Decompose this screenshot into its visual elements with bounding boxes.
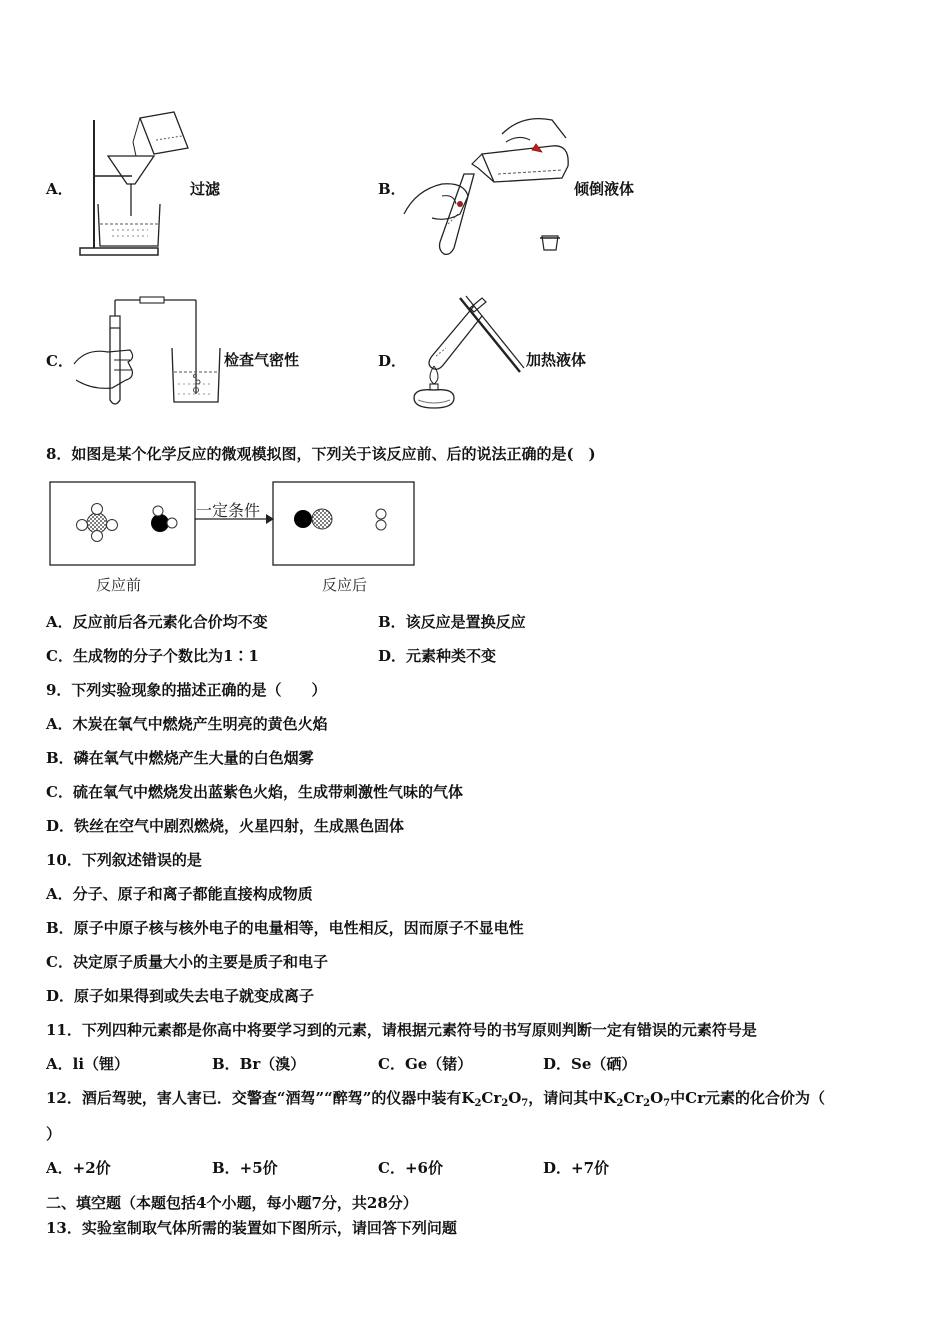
hydrogen-molecule-icon: [376, 509, 386, 530]
q9-option-c: C．硫在氧气中燃烧发出蓝紫色火焰，生成带刺激性气味的气体: [46, 783, 463, 801]
q12-stem-part-a: 12．酒后驾驶，害人害已．交警查“酒驾”“醉驾”的仪器中装有K: [46, 1089, 475, 1107]
q11-stem: 11．下列四种元素都是你高中将要学习到的元素，请根据元素符号的书写原则判断一定有错误的元素符号是: [46, 1021, 757, 1039]
heating-liquid-icon: [404, 294, 526, 412]
q12-sub-1: 2: [474, 1098, 482, 1109]
before-label: 反应前: [96, 576, 142, 594]
q8-stem: 8．如图是某个化学反应的微观模拟图，下列关于该反应前、后的说法正确的是( ): [46, 445, 596, 463]
q12-stem-part-b: ，请问其中K: [528, 1089, 617, 1107]
q10-option-d: D．原子如果得到或失去电子就变成离子: [46, 987, 315, 1005]
q8-option-b: B．该反应是置换反应: [378, 613, 526, 631]
q9-option-a: A．木炭在氧气中燃烧产生明亮的黄色火焰: [46, 715, 328, 733]
methane-molecule-icon: [77, 504, 118, 542]
q9-option-b: B．磷在氧气中燃烧产生大量的白色烟雾: [46, 749, 314, 767]
q10-stem: 10．下列叙述错误的是: [46, 851, 202, 869]
q7-option-c-letter: C．: [46, 352, 73, 370]
q12-option-b: B．+5价: [212, 1159, 278, 1177]
q12-option-c: C．+6价: [378, 1159, 443, 1177]
q12-sub-6: 7: [663, 1098, 671, 1109]
q7-option-d-caption: 加热液体: [526, 351, 587, 369]
q12-formula-cr-2: Cr: [623, 1089, 644, 1107]
q8-option-a: A．反应前后各元素化合价均不变: [46, 613, 268, 631]
q7-option-b-caption: 倾倒液体: [574, 180, 635, 198]
q12-formula-o-1: O: [508, 1089, 522, 1107]
q10-option-a: A．分子、原子和离子都能直接构成物质: [46, 885, 313, 903]
q11-option-b: B．Br（溴）: [212, 1055, 306, 1073]
q12-option-a: A．+2价: [46, 1159, 111, 1177]
q8-option-d: D．元素种类不变: [378, 647, 497, 665]
q11-option-d: D．Se（硒）: [543, 1055, 637, 1073]
q12-stem-part-c: 中Cr元素的化合价为（: [670, 1089, 825, 1107]
q12-formula-o-2: O: [650, 1089, 664, 1107]
q12-sub-4: 2: [616, 1098, 624, 1109]
co-molecule-icon: [294, 509, 332, 529]
q7-option-a-caption: 过滤: [190, 180, 221, 198]
pouring-liquid-icon: [402, 104, 572, 260]
airtightness-check-icon: [72, 298, 224, 408]
q12-formula-cr-1: Cr: [481, 1089, 502, 1107]
arrow-condition-label: 一定条件: [196, 501, 261, 520]
q11-option-a: A．li（锂）: [46, 1055, 130, 1073]
q12-sub-3: 7: [521, 1098, 529, 1109]
q12-stem: [46, 1088, 825, 1114]
q12-stem-line2: ）: [46, 1125, 62, 1143]
water-molecule-icon: [151, 506, 177, 532]
q7-option-a-letter: A．: [46, 180, 73, 198]
q11-option-c: C．Ge（锗）: [378, 1055, 473, 1073]
q12-sub-2: 2: [501, 1098, 509, 1109]
q8-option-c: C．生成物的分子个数比为1∶1: [46, 647, 259, 665]
q13-stem: 13．实验室制取气体所需的装置如下图所示，请回答下列问题: [46, 1219, 457, 1237]
section-2-heading: 二、填空题（本题包括4个小题，每小题7分，共28分）: [46, 1194, 418, 1212]
q10-option-c: C．决定原子质量大小的主要是质子和电子: [46, 953, 328, 971]
filtration-apparatus-icon: [78, 108, 188, 260]
q12-sub-5: 2: [643, 1098, 651, 1109]
q9-stem: 9．下列实验现象的描述正确的是（ ）: [46, 681, 327, 699]
after-box: [273, 482, 414, 565]
after-label: 反应后: [322, 576, 368, 594]
q7-option-c-caption: 检查气密性: [224, 351, 300, 369]
q7-option-b-letter: B．: [378, 180, 406, 198]
q9-option-d: D．铁丝在空气中剧烈燃烧，火星四射，生成黑色固体: [46, 817, 405, 835]
q7-option-d-letter: D．: [378, 352, 407, 370]
q10-option-b: B．原子中原子核与核外电子的电量相等，电性相反，因而原子不显电性: [46, 919, 524, 937]
q12-option-d: D．+7价: [543, 1159, 610, 1177]
